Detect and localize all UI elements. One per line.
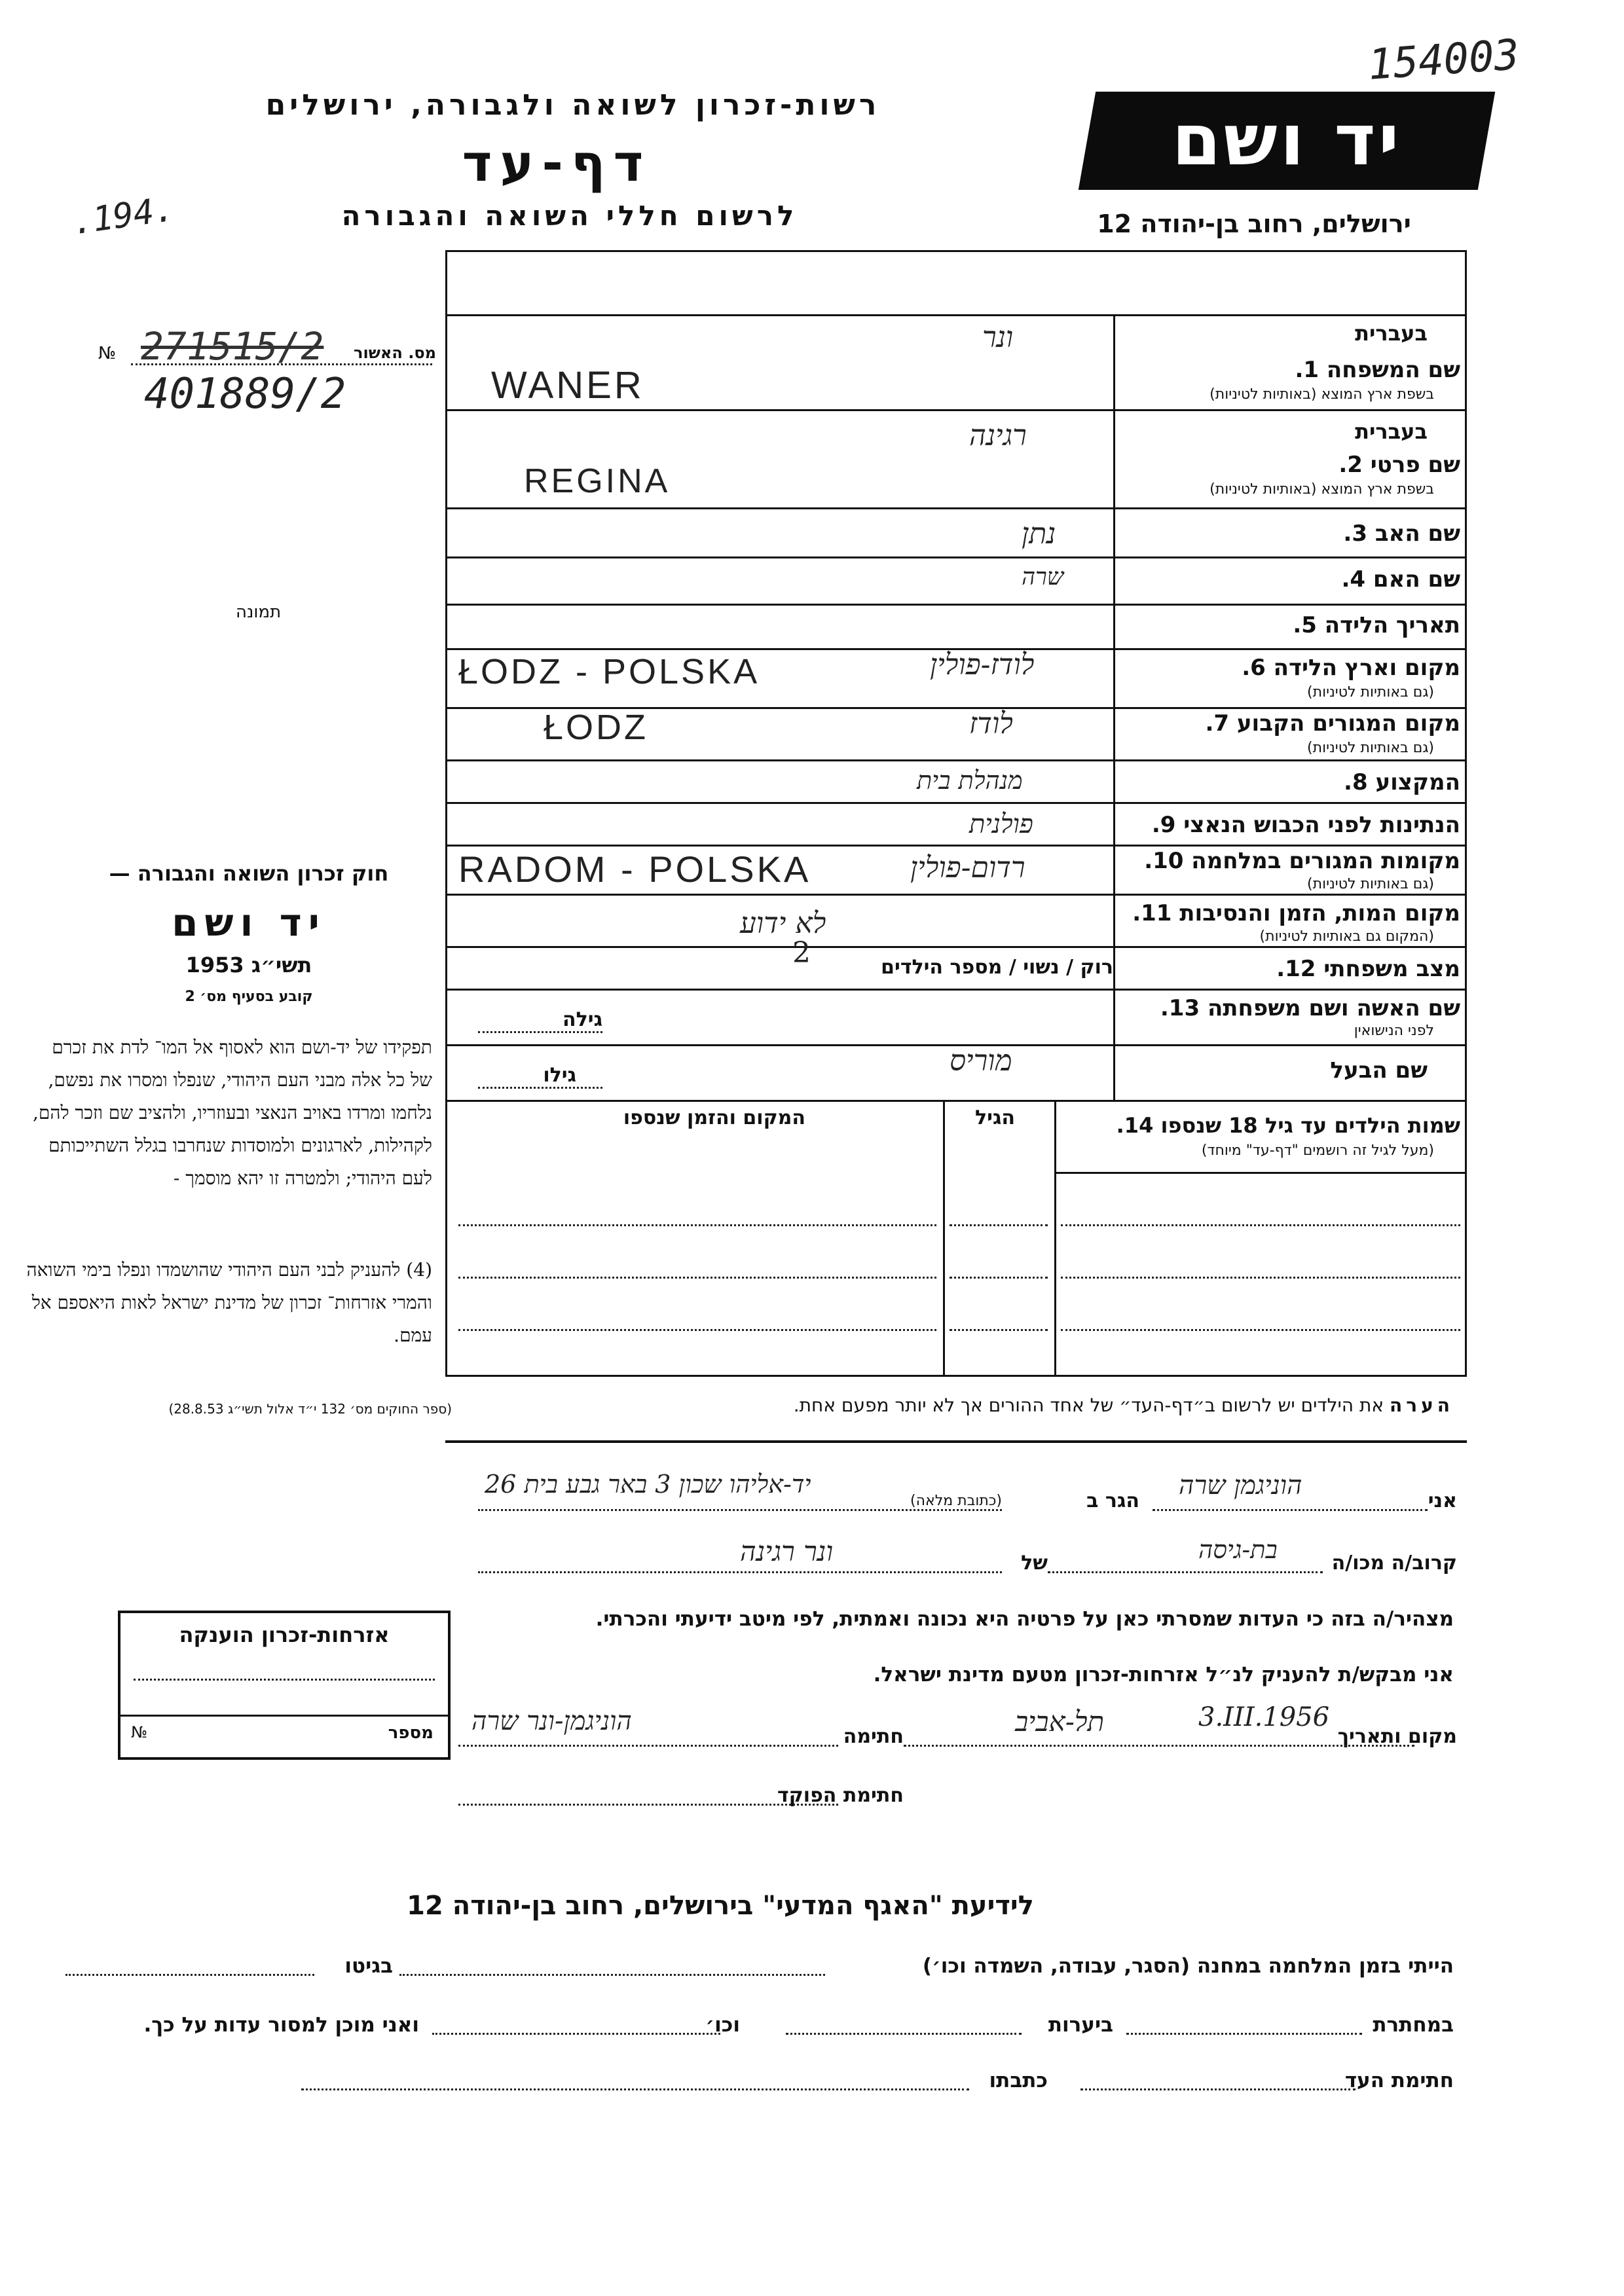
field-7-num: 7. xyxy=(1205,710,1230,737)
note-text: את הילדים יש לרשום ב״דף-העד״ של אחד ההורים אך לא יותר מפעם אחת. xyxy=(793,1394,1384,1416)
field-9-label-text: הנתינות לפני הכבוש הנאצי xyxy=(1183,812,1460,838)
children-place-header: המקום והזמן שנספו xyxy=(623,1106,805,1129)
row-rule xyxy=(445,759,1467,761)
decl-signature-line xyxy=(458,1745,838,1747)
footer-line2-c: וכו׳ xyxy=(705,2013,740,2037)
field-11-sub: (המקום גם באותיות לטיניות) xyxy=(1259,928,1434,945)
archive-number: 154003 xyxy=(1366,31,1521,90)
decl-of-line xyxy=(478,1571,1002,1573)
field-1-label xyxy=(1295,357,1460,383)
row-rule xyxy=(445,604,1467,606)
field-3-value: נתן xyxy=(1022,517,1056,551)
citizenship-box-rule xyxy=(120,1715,448,1717)
citizenship-no-sign: № xyxy=(131,1723,147,1741)
field-12-label xyxy=(1276,956,1460,982)
field-6-label xyxy=(1242,655,1460,681)
husband-label: שם הבעל xyxy=(1330,1057,1428,1084)
field-5-num: 5. xyxy=(1293,612,1317,638)
field-10-label xyxy=(1144,848,1460,874)
field-10-label-text: מקומות המגורים במלחמה xyxy=(1191,848,1460,874)
field-6-label-text: מקום וארץ הלידה xyxy=(1273,655,1460,681)
form-subtitle: לרשום חללי השואה והגבורה xyxy=(341,200,798,232)
children-row-line xyxy=(458,1224,936,1226)
field-2-heb-title: בעברית xyxy=(1355,419,1428,444)
children-row-line xyxy=(950,1224,1048,1226)
row-rule xyxy=(445,894,1467,896)
row-rule xyxy=(445,802,1467,804)
field-13-sub: לפני הנישואין xyxy=(1354,1023,1434,1039)
children-row-line xyxy=(950,1277,1048,1279)
approval-underline xyxy=(131,363,432,365)
field-11-label xyxy=(1132,900,1460,926)
field-2-num: 2. xyxy=(1338,452,1363,478)
citizenship-box xyxy=(118,1611,451,1760)
row-rule xyxy=(445,556,1467,558)
table-top-border xyxy=(445,250,1467,252)
husband-age-line xyxy=(478,1087,602,1089)
photo-label: תמונה xyxy=(236,602,282,622)
field-9-value: פולנית xyxy=(969,809,1033,839)
footer-line1-fill-2 xyxy=(65,1974,314,1976)
decl-relative-line xyxy=(1048,1571,1323,1573)
children-row-line xyxy=(950,1329,1048,1331)
field-10-heb-value: רדום-פולין xyxy=(910,851,1025,884)
law-name: יד ושם xyxy=(172,900,326,945)
decl-statement: מצהיר/ה בזה כי העדות שמסרתי כאן על פרטיה היא נכונה ואמתית, לפי מיטב ידיעתי והכרתי. xyxy=(595,1607,1454,1631)
decl-request: אני מבקש/ת להעניק לנ״ל אזרחות-זכרון מטעם מדינת ישראל. xyxy=(873,1663,1454,1686)
law-title: חוק זכרון השואה והגבורה — xyxy=(109,861,389,886)
field-13-num: 13. xyxy=(1160,995,1200,1021)
decl-signature-label: חתימה xyxy=(843,1725,904,1748)
footer-line2-a: במחתרת xyxy=(1373,2013,1454,2037)
approval-crossed-number: 271515/2 xyxy=(141,324,324,369)
husband-value: מוריס xyxy=(950,1044,1012,1078)
field-1-num: 1. xyxy=(1295,357,1320,383)
field-12-label-text: מצב משפחתי xyxy=(1323,956,1460,982)
decl-official-label: חתימת הפוקד xyxy=(777,1784,904,1807)
decl-address-value: יד-אליהו שכון 3 באר גבע בית 26 xyxy=(485,1470,811,1499)
field-2-label xyxy=(1338,452,1460,478)
field-6-heb-value: לודז-פולין xyxy=(930,648,1035,682)
children-row-line xyxy=(1061,1277,1460,1279)
note-line xyxy=(458,1394,1454,1416)
children-age-header: הגיל xyxy=(975,1106,1015,1129)
row-rule xyxy=(445,989,1467,991)
table-left-border xyxy=(445,250,447,1376)
decl-place-value: תל-אביב xyxy=(1015,1705,1105,1738)
law-year: תשי״ג 1953 xyxy=(185,953,312,977)
decl-relative-label: קרוב/ה מכו/ה xyxy=(1331,1552,1457,1575)
field-7-heb-value: לודז xyxy=(969,707,1013,740)
decl-address-hint: (כתובת מלאה) xyxy=(910,1493,1002,1509)
field-3-label-text: שם האב xyxy=(1375,520,1460,547)
decl-date-value: 3.III.1956 xyxy=(1198,1702,1330,1732)
row-rule xyxy=(445,507,1467,509)
field-5-label xyxy=(1293,612,1460,638)
field-4-label-text: שם האם xyxy=(1373,566,1460,592)
field-12-children-count: 2 xyxy=(792,936,811,970)
field-1-label-text: שם המשפחה xyxy=(1326,357,1460,383)
decl-relative-value: בת-גיסה xyxy=(1198,1535,1278,1564)
authority-name: רשות-זכרון לשואה ולגבורה, ירושלים xyxy=(265,88,881,122)
approval-label: מס. האשור xyxy=(354,344,436,362)
decl-place-line xyxy=(904,1745,1414,1747)
field-3-num: 3. xyxy=(1343,520,1368,547)
decl-official-line xyxy=(458,1804,838,1806)
field-10-latin-value: RADOM - POLSKA xyxy=(458,848,811,890)
children-title xyxy=(1116,1113,1460,1138)
field-3-label xyxy=(1343,520,1460,547)
field-13-label xyxy=(1160,995,1460,1021)
field-10-sub: (גם באותיות לטיניות) xyxy=(1307,876,1434,892)
field-6-latin-value: ŁODZ - POLSKA xyxy=(458,652,760,691)
field-13-age-label: גילה xyxy=(563,1008,602,1031)
header-address: ירושלים, רחוב בן-יהודה 12 xyxy=(1097,210,1411,238)
declaration-top-rule xyxy=(445,1440,1467,1443)
footer-title: לידיעת "האגף המדעי" בירושלים, רחוב בן-יהודה 12 xyxy=(407,1891,1034,1921)
table-header-rule xyxy=(445,314,1467,316)
children-header-rule xyxy=(1054,1172,1467,1174)
field-11-num: 11. xyxy=(1132,900,1172,926)
field-2-heb-value: רגינה xyxy=(969,419,1027,452)
field-8-label-text: המקצוע xyxy=(1375,769,1460,795)
decl-i-value: הוניגמן שרה xyxy=(1179,1470,1302,1501)
footer-line3-fill-a xyxy=(1080,2088,1356,2090)
children-col-divider xyxy=(943,1100,945,1375)
citizenship-line xyxy=(134,1679,435,1681)
field-2-sub: בשפת ארץ המוצא (באותיות לטיניות) xyxy=(1209,481,1434,498)
decl-i-line xyxy=(1153,1509,1428,1511)
field-6-sub: (גם באותיות לטיניות) xyxy=(1307,684,1434,701)
decl-signature-value: הוניגמן-ונר שרה xyxy=(471,1706,632,1736)
row-rule xyxy=(445,845,1467,847)
decl-lives-label: הגר ב xyxy=(1086,1489,1139,1512)
decl-address-line xyxy=(478,1509,1002,1511)
footer-line2-fill-b xyxy=(786,2033,1022,2035)
field-13-age-line xyxy=(478,1031,602,1033)
footer-line3-fill-b xyxy=(301,2088,969,2090)
children-row-line xyxy=(1061,1329,1460,1331)
field-5-label-text: תאריך הלידה xyxy=(1324,612,1460,638)
field-2-latin-value: REGINA xyxy=(524,462,671,500)
approval-number: 401889/2 xyxy=(144,370,346,418)
field-2-label-text: שם פרטי xyxy=(1370,452,1460,478)
field-12-status-options: רוק / נשוי / מספר הילדים xyxy=(881,956,1113,979)
yad-vashem-logo xyxy=(1079,92,1495,190)
table-right-border xyxy=(1465,250,1467,1376)
footer-line1-end: בגיטו xyxy=(344,1954,393,1978)
footer-line1-start: הייתי בזמן המלחמה במחנה (הסגר, עבודה, השמדה וכו׳) xyxy=(922,1954,1454,1978)
field-12-num: 12. xyxy=(1276,956,1316,982)
approval-no-sign: № xyxy=(98,344,117,363)
citizenship-number-label: מספר xyxy=(388,1723,434,1743)
children-row-line xyxy=(458,1277,936,1279)
field-8-num: 8. xyxy=(1344,769,1368,795)
decl-place-date-label: מקום ותאריך xyxy=(1337,1725,1457,1748)
field-4-label xyxy=(1341,566,1460,592)
field-13-label-text: שם האשה ושם משפחתה xyxy=(1207,995,1460,1021)
row-rule xyxy=(445,409,1467,411)
field-7-label-text: מקום המגורים הקבוע xyxy=(1236,710,1460,737)
field-7-label xyxy=(1205,710,1460,737)
note-label: הערה xyxy=(1390,1394,1454,1416)
field-7-latin-value: ŁODZ xyxy=(544,708,649,747)
margin-note: .194. xyxy=(69,189,177,243)
field-10-num: 10. xyxy=(1144,848,1184,874)
field-7-sub: (גם באותיות לטיניות) xyxy=(1307,740,1434,756)
field-1-heb-title: בעברית xyxy=(1355,321,1428,346)
field-1-heb-value: ונר xyxy=(982,321,1014,354)
decl-i-label: אני xyxy=(1428,1489,1457,1512)
footer-line3-a: חתימת העד xyxy=(1344,2069,1454,2092)
logo-text: יד ושם xyxy=(1172,100,1402,181)
children-sub: (מעל לגיל זה רושמים "דף-עד" מיוחד) xyxy=(1201,1142,1434,1159)
field-1-latin-value: WANER xyxy=(491,364,644,407)
children-title-text: שמות הילדים עד גיל 18 שנספו xyxy=(1160,1113,1460,1138)
row-rule xyxy=(445,1100,1467,1102)
field-1-sub: בשפת ארץ המוצא (באותיות לטיניות) xyxy=(1209,386,1434,403)
law-source: (ספר החוקים מס׳ 132 י״ד אלול תשי״ג 28.8.53) xyxy=(168,1401,452,1417)
footer-line1-fill xyxy=(399,1974,825,1976)
law-clause: קובע בסעיף מס׳ 2 xyxy=(185,989,313,1005)
footer-line2-b: ביערות xyxy=(1048,2013,1113,2037)
field-8-label xyxy=(1344,769,1460,795)
footer-line2-fill-a xyxy=(1126,2033,1362,2035)
field-4-num: 4. xyxy=(1341,566,1366,592)
field-6-num: 6. xyxy=(1242,655,1266,681)
footer-line2-fill-c xyxy=(432,2033,720,2035)
children-col-divider xyxy=(1054,1100,1056,1375)
field-9-num: 9. xyxy=(1151,812,1176,838)
husband-age-label: גילו xyxy=(543,1064,576,1087)
field-11-label-text: מקום המות, הזמן והנסיבות xyxy=(1179,900,1460,926)
footer-line3-b: כתבתו xyxy=(989,2069,1048,2092)
field-11-value: לא ידוע xyxy=(740,907,826,940)
footer-line2-d: ואני מוכן למסור עדות על כך. xyxy=(143,2013,419,2037)
decl-of-label: של xyxy=(1021,1552,1048,1575)
decl-of-value: ונר רגינה xyxy=(740,1535,834,1567)
children-num: 14. xyxy=(1116,1113,1154,1138)
citizenship-title: אזרחות-זכרון הוענקה xyxy=(179,1622,390,1647)
law-body-2: (4) להעניק לבני העם היהודי שהושמדו ונפלו בימי השואה והמרי אזרחות־ זכרון של מדינת ישראל לאות היאספם אל עמם. xyxy=(26,1259,432,1346)
form-title: דף-עד xyxy=(462,134,652,193)
children-row-line xyxy=(1061,1224,1460,1226)
field-8-value: מנהלת בית xyxy=(917,766,1023,795)
law-body: תפקידו של יד-ושם הוא לאסוף אל המו־ לדת את זכרם של כל אלה מבני העם היהודי, שנפלו ומסרו את נפשם, נלחמו ומרדו באויב הנאצי ובעוזריו, ולהציב שם וזכר להם, לקהילות, לארגונים ולמוסדות שנחרבו בגלל השתייכותם לעם היהודי; ולמטרה זו יהא מוסמך - xyxy=(33,1036,432,1189)
row-rule xyxy=(445,946,1467,948)
children-row-line xyxy=(458,1329,936,1331)
table-bottom-border xyxy=(445,1375,1467,1377)
field-4-value: שרה xyxy=(1022,564,1064,591)
field-9-label xyxy=(1152,812,1460,838)
